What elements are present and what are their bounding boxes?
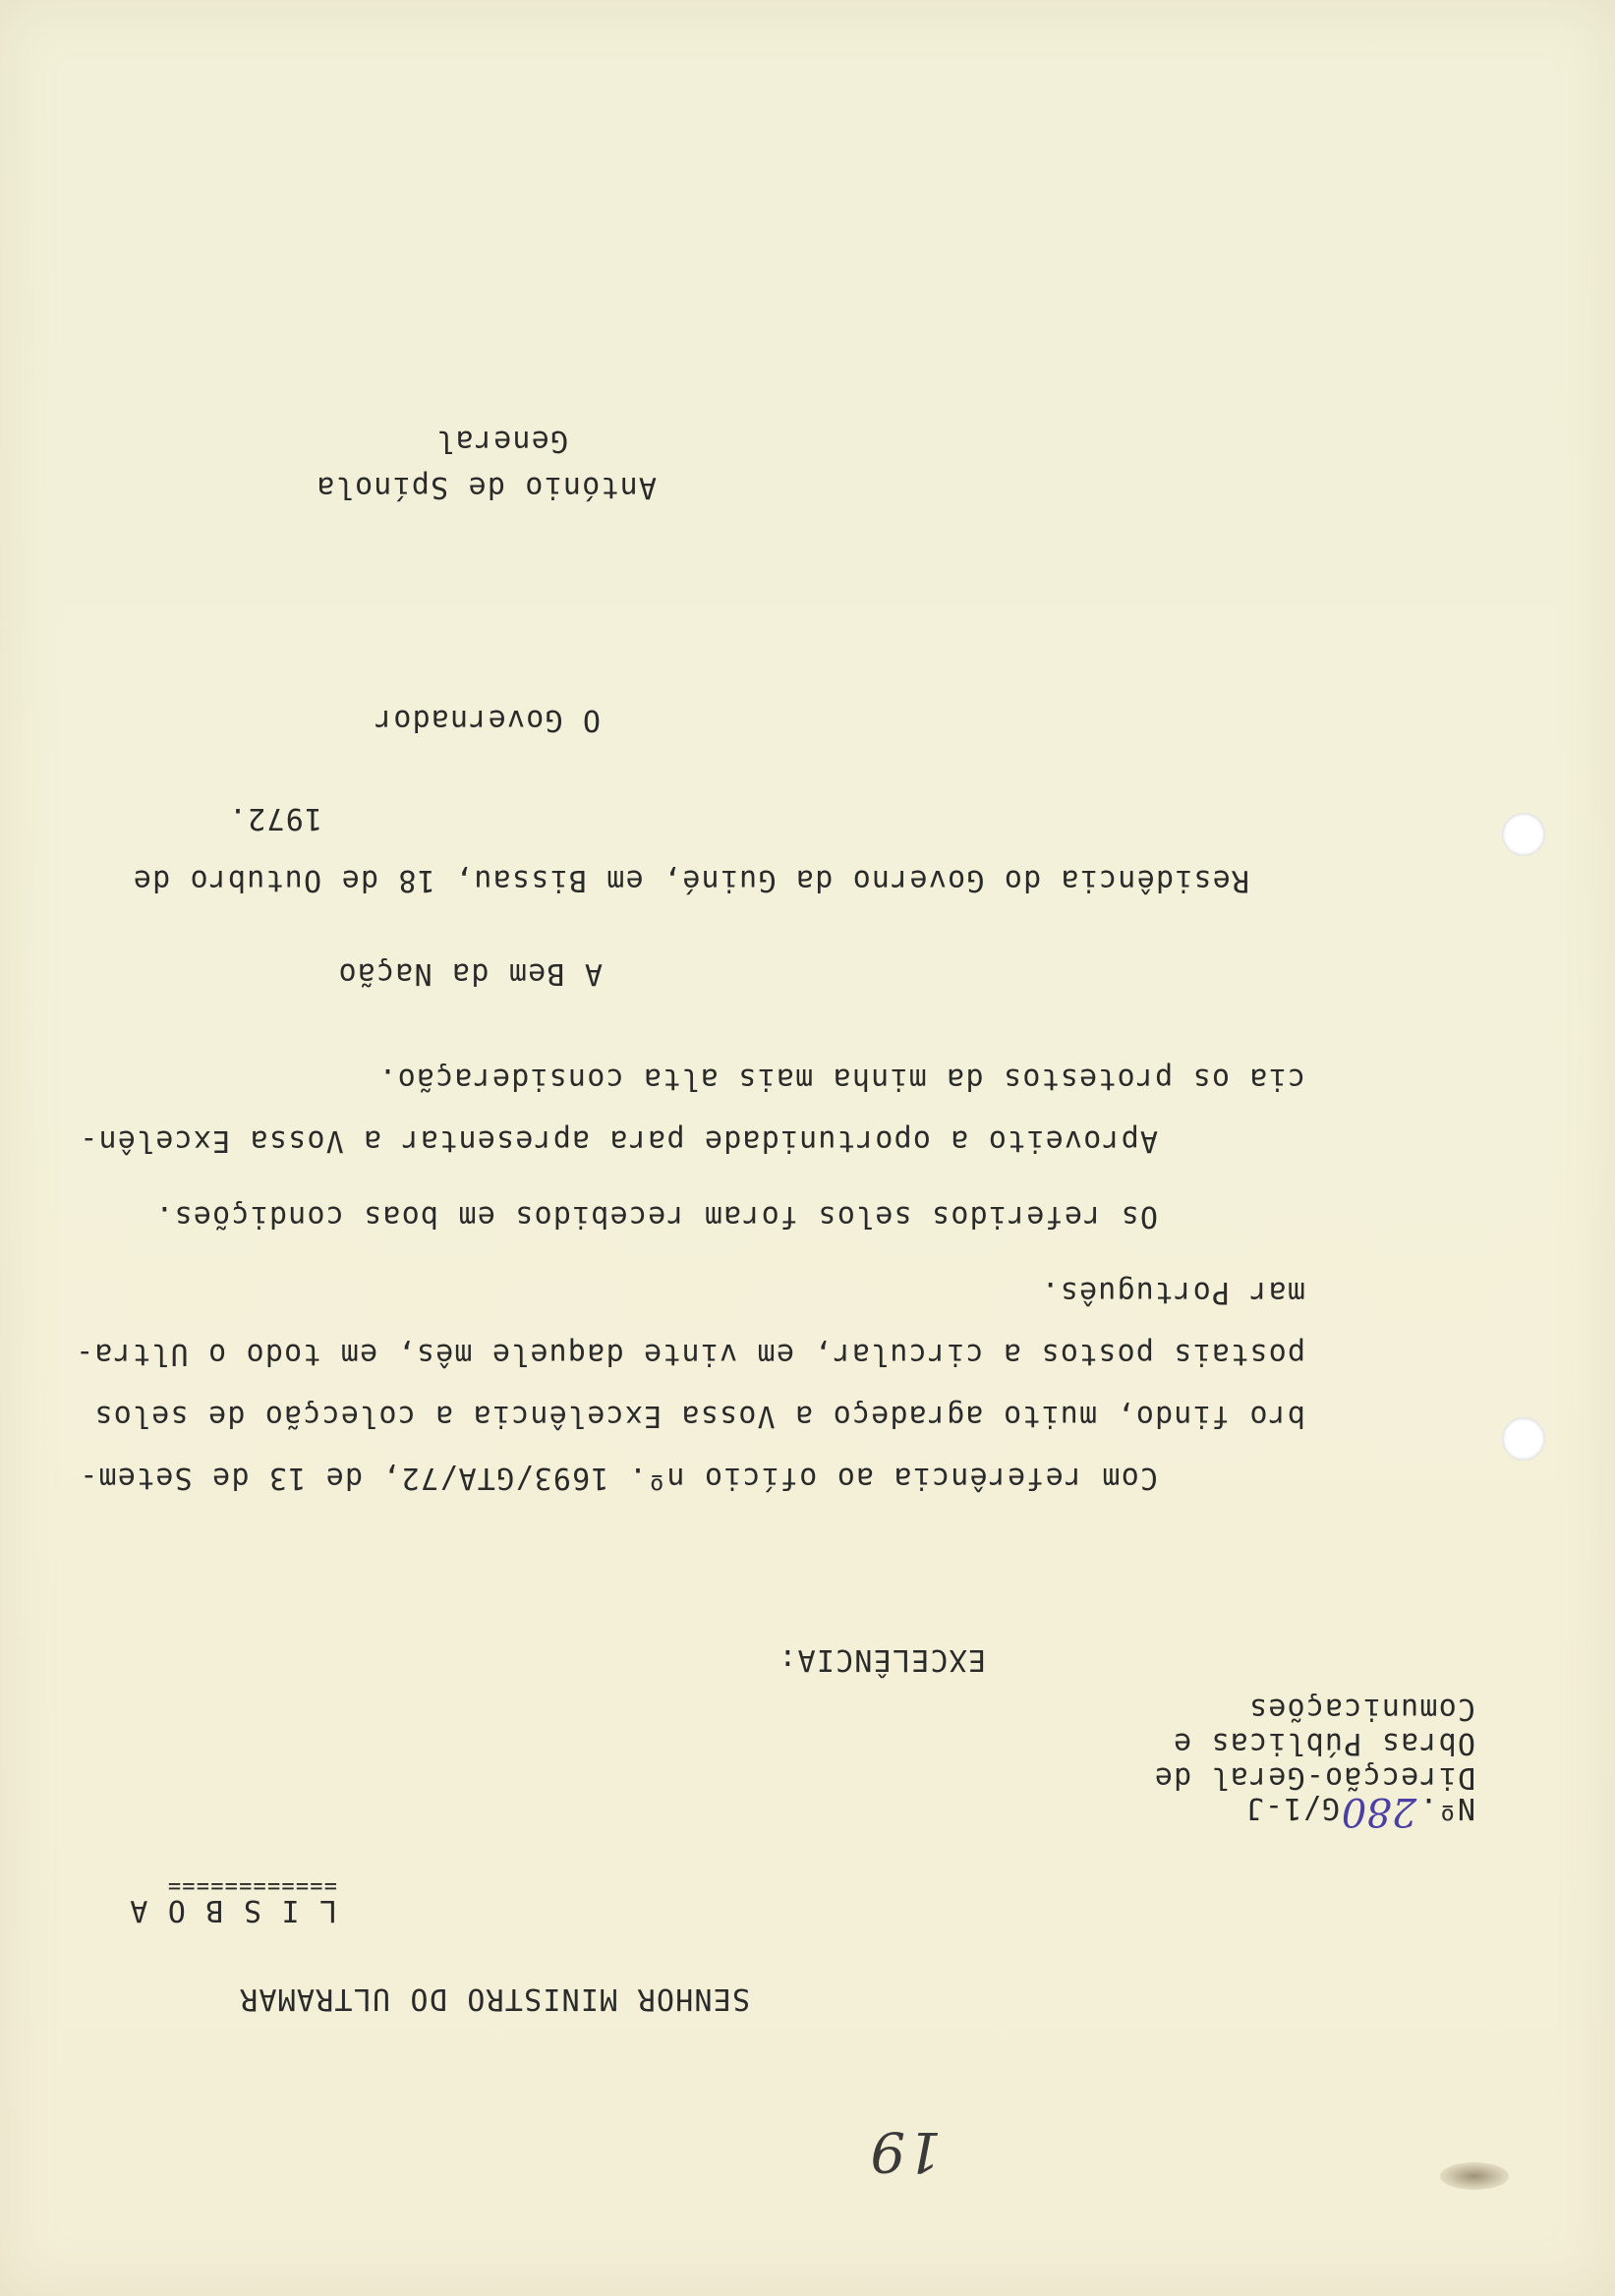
department-line: Direcção-Geral de — [1153, 1760, 1475, 1795]
motto: A Bem da Nação — [337, 956, 603, 991]
signatory-name: António de Spínola — [316, 470, 657, 504]
city-underline: ============ — [166, 1873, 337, 1898]
reference-number — [1245, 1789, 1475, 1834]
department-line: Obras Públicas e — [1172, 1726, 1475, 1760]
body-line: postais postos a circular, em vinte daquele mês, em todo o Ultra- — [75, 1337, 1305, 1371]
place-date-line: Residência do Governo da Guiné, em Bissau, 18 de Outubro de — [132, 863, 1249, 897]
reference-suffix: G/1-J — [1244, 1791, 1340, 1825]
body-line: Aproveito a oportunidade para apresentar a Vossa Excelên- — [79, 1123, 1158, 1158]
salutation: EXCELÊNCIA: — [778, 1642, 986, 1677]
recipient-line: SENHOR MINISTRO DO ULTRAMAR — [238, 1981, 750, 2016]
body-line: Os referidos selos foram recebidos em boas condições. — [154, 1199, 1158, 1234]
punch-hole — [1502, 1417, 1545, 1461]
body-line: bro findo, muito agradeço a Vossa Excelência a colecção de selos — [93, 1399, 1305, 1433]
reference-prefix: Nº. — [1418, 1791, 1475, 1825]
reference-handwritten-number: 280 — [1341, 1789, 1417, 1834]
department-line: Comunicações — [1247, 1692, 1475, 1726]
city-line: L I S B O A — [129, 1893, 337, 1927]
signature-title: O Governador — [373, 703, 601, 737]
signatory-rank: General — [435, 424, 568, 458]
place-date-line: 1972. — [227, 801, 322, 835]
body-line: Com referência ao ofício nº. 1693/GTA/72, de 13 de Setem- — [79, 1461, 1158, 1495]
body-line: cia os protestos da minha mais alta consideração. — [377, 1062, 1305, 1096]
folio-mark: 19 — [869, 2119, 942, 2183]
body-line: mar Português. — [1040, 1275, 1305, 1309]
punch-hole — [1502, 813, 1545, 856]
